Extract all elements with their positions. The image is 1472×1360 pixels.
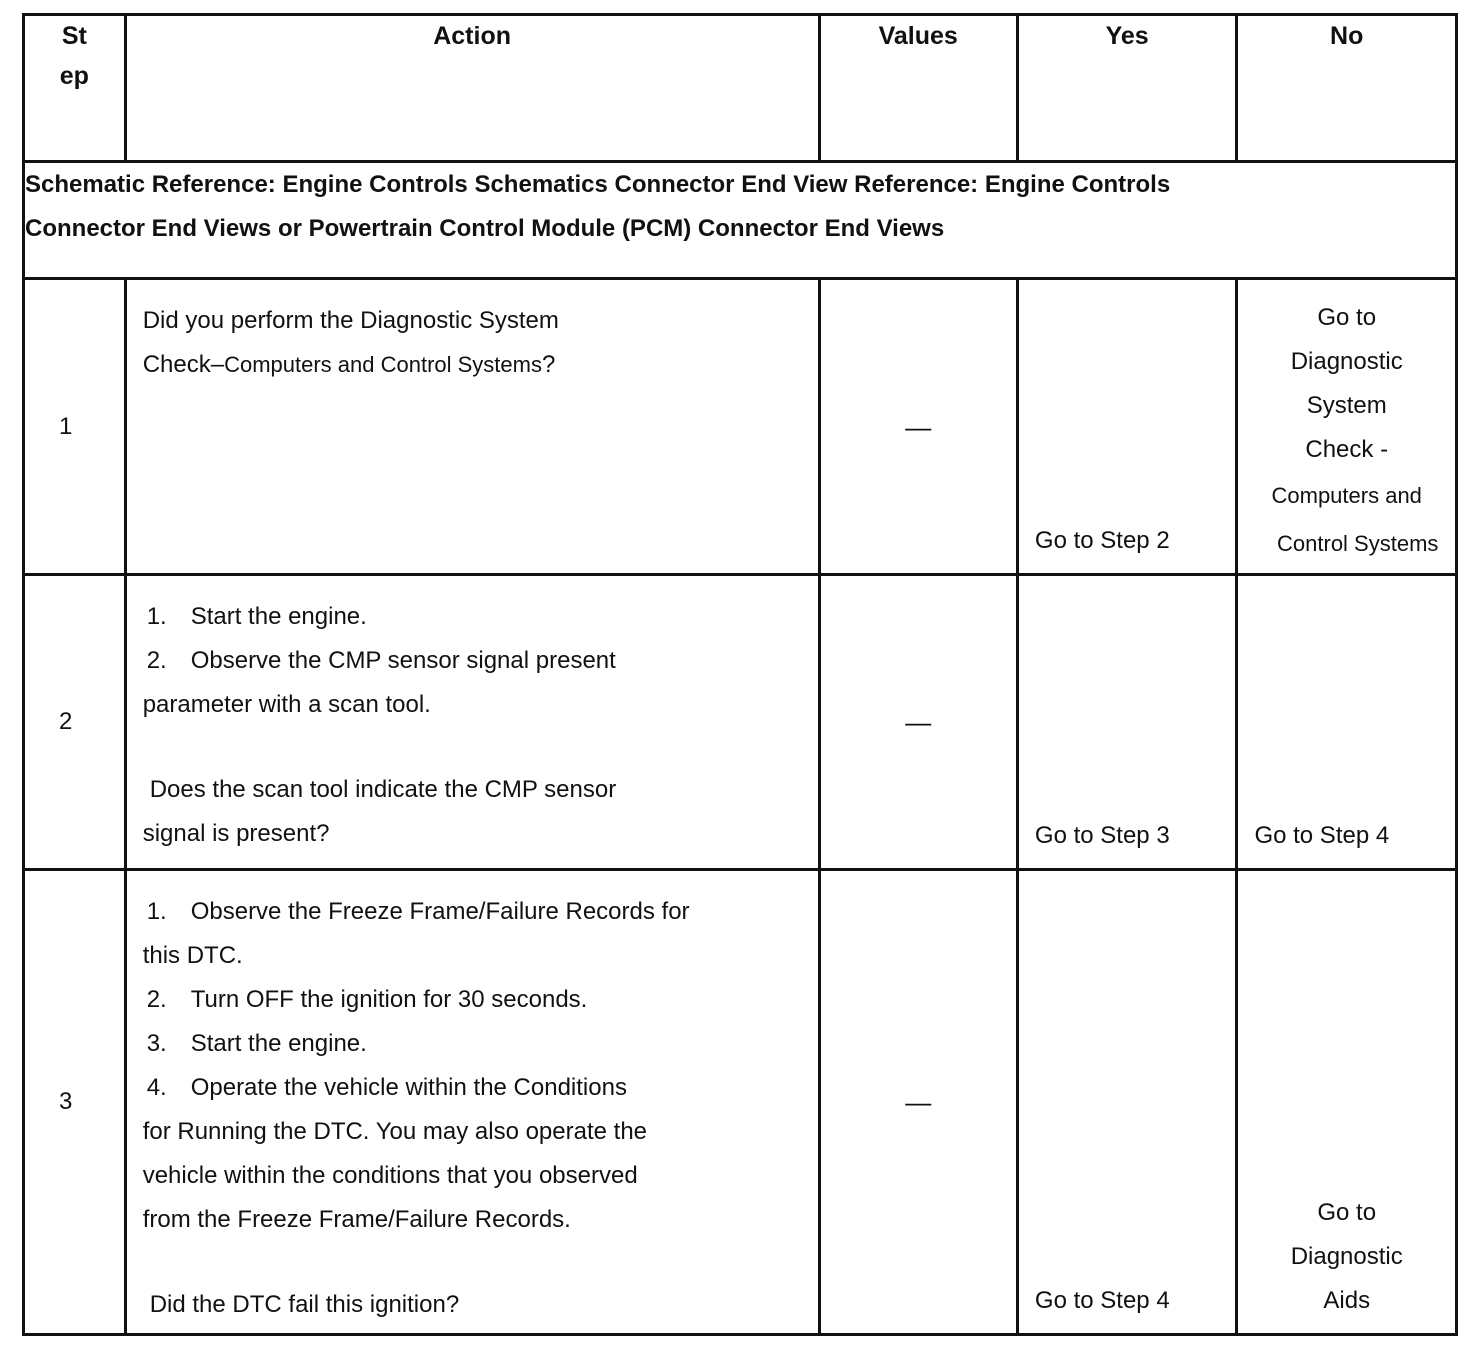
list-number: 2. bbox=[146, 647, 167, 674]
action-cell bbox=[125, 870, 819, 1335]
header-yes: Yes bbox=[1017, 15, 1237, 162]
table-row-step-2 bbox=[24, 575, 1457, 870]
action-cell bbox=[125, 279, 819, 575]
header-row bbox=[24, 15, 1457, 162]
action-text: Check– bbox=[142, 351, 225, 378]
action-line: for Running the DTC. You may also operate the bbox=[142, 1118, 648, 1145]
action-cell bbox=[125, 575, 819, 870]
yes-go-to: Go to Step 2 bbox=[1034, 527, 1170, 554]
no-go-to bbox=[1238, 296, 1455, 568]
yes-go-to: Go to Step 4 bbox=[1034, 1287, 1170, 1314]
no-cell bbox=[1237, 870, 1457, 1335]
header-step-line1: St bbox=[61, 22, 87, 50]
action-text: Computers and Control Systems bbox=[224, 352, 542, 377]
yes-cell bbox=[1017, 575, 1237, 870]
list-item bbox=[143, 1066, 808, 1110]
action-text: ? bbox=[541, 351, 556, 378]
action-line: from the Freeze Frame/Failure Records. bbox=[142, 1206, 571, 1233]
no-cell bbox=[1237, 279, 1457, 575]
yes-cell bbox=[1017, 279, 1237, 575]
action-line: vehicle within the conditions that you observed bbox=[142, 1162, 638, 1189]
header-step bbox=[24, 15, 126, 162]
header-step-line2: ep bbox=[59, 62, 89, 90]
header-action: Action bbox=[125, 15, 819, 162]
list-item bbox=[143, 978, 808, 1022]
no-line: Go to bbox=[1317, 1199, 1377, 1226]
diagnostic-table bbox=[22, 13, 1458, 1336]
step-cell bbox=[24, 279, 126, 575]
list-text: Turn OFF the ignition for 30 seconds. bbox=[190, 986, 588, 1013]
action-line: parameter with a scan tool. bbox=[142, 691, 431, 718]
step-cell bbox=[24, 870, 126, 1335]
question-line: Does the scan tool indicate the CMP sensor bbox=[149, 776, 617, 803]
table-row-step-1 bbox=[24, 279, 1457, 575]
list-number: 4. bbox=[146, 1074, 167, 1101]
question-line: Did the DTC fail this ignition? bbox=[149, 1291, 460, 1318]
values-dash: — bbox=[905, 707, 932, 737]
yes-cell bbox=[1017, 870, 1237, 1335]
no-line: Aids bbox=[1323, 1287, 1371, 1314]
list-number: 2. bbox=[146, 986, 167, 1013]
action-line: Did you perform the Diagnostic System bbox=[142, 307, 559, 334]
no-line: Computers and bbox=[1271, 483, 1422, 508]
step-number: 3 bbox=[59, 1088, 73, 1115]
list-item bbox=[143, 1022, 808, 1066]
list-text: Start the engine. bbox=[190, 603, 367, 630]
list-item bbox=[143, 890, 808, 934]
values-cell bbox=[819, 279, 1017, 575]
no-line: Go to bbox=[1317, 304, 1377, 331]
no-line: Control Systems bbox=[1277, 531, 1439, 556]
reference-cell bbox=[24, 162, 1457, 279]
step-cell bbox=[24, 575, 126, 870]
list-number: 1. bbox=[146, 603, 167, 630]
values-dash: — bbox=[905, 411, 932, 442]
list-item bbox=[143, 595, 808, 639]
step-number: 2 bbox=[59, 708, 73, 735]
reference-row bbox=[24, 162, 1457, 279]
action-line bbox=[143, 343, 808, 387]
list-number: 1. bbox=[146, 898, 167, 925]
no-line: Diagnostic bbox=[1290, 1243, 1403, 1270]
no-go-to: Go to Step 4 bbox=[1254, 822, 1390, 849]
values-cell bbox=[819, 575, 1017, 870]
list-text: Operate the vehicle within the Conditions bbox=[190, 1074, 627, 1101]
list-number: 3. bbox=[146, 1030, 167, 1057]
no-line: Check - bbox=[1305, 436, 1389, 463]
header-no: No bbox=[1237, 15, 1457, 162]
header-values: Values bbox=[819, 15, 1017, 162]
question-line: signal is present? bbox=[142, 820, 330, 847]
no-line: System bbox=[1306, 392, 1387, 419]
list-text: Observe the CMP sensor signal present bbox=[190, 647, 616, 674]
values-cell bbox=[819, 870, 1017, 1335]
no-cell bbox=[1237, 575, 1457, 870]
action-line: this DTC. bbox=[142, 942, 243, 969]
reference-line1: Schematic Reference: Engine Controls Schematics Connector End View Reference: Engine Controls bbox=[25, 171, 1171, 198]
no-line: Diagnostic bbox=[1290, 348, 1403, 375]
reference-line2: Connector End Views or Powertrain Control Module (PCM) Connector End Views bbox=[25, 215, 945, 242]
list-text: Observe the Freeze Frame/Failure Records for bbox=[190, 898, 690, 925]
list-item bbox=[143, 639, 808, 683]
values-dash: — bbox=[905, 1087, 932, 1117]
step-number: 1 bbox=[59, 412, 73, 440]
table-row-step-3 bbox=[24, 870, 1457, 1335]
yes-go-to: Go to Step 3 bbox=[1034, 822, 1170, 849]
no-go-to bbox=[1238, 1191, 1455, 1323]
list-text: Start the engine. bbox=[190, 1030, 367, 1057]
